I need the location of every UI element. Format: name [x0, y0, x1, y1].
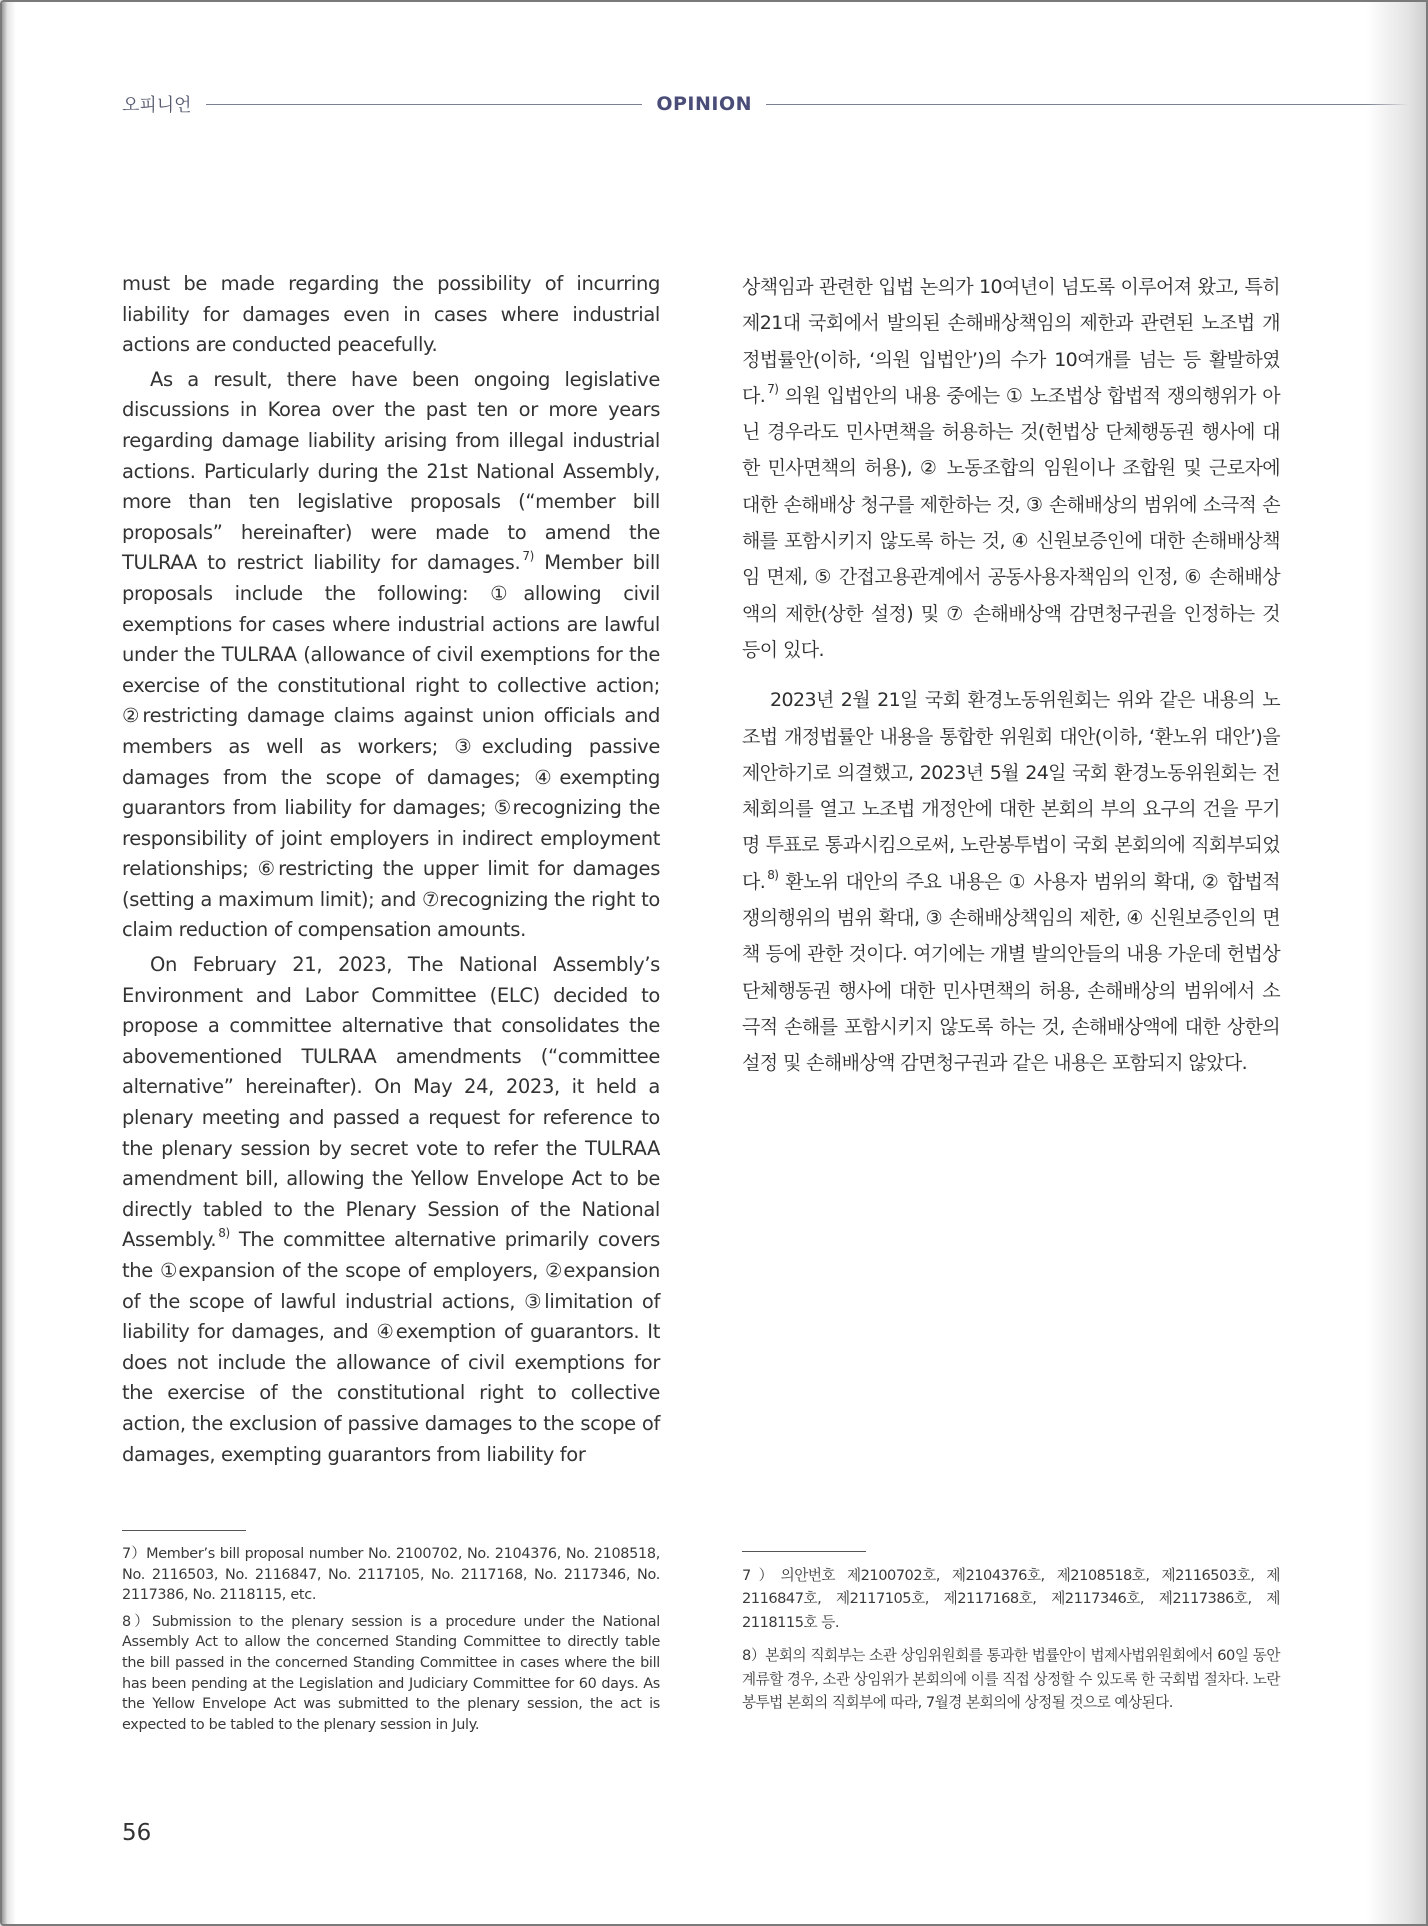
english-column: [122, 269, 660, 1474]
english-paragraph-2: [122, 365, 660, 946]
header-rule-right: [766, 104, 1426, 105]
korean-paragraph-2-text: 2023년 2월 21일 국회 환경노동위원회는 위와 같은 내용의 노조법 개정법률안 내용을 통합한 위원회 대안(이하, ‘환노위 대안’)을 제안하기로 의결했고, 2023년 5월 24일 국회 환경노동위원회는 전체회의를 열고 노조법 개정안에 대한 본회의 부의 요구의 건을 무기명 투표로 통과시킴으로써, 노란봉투법이 국회 본회의에 직회부되었다.: [742, 689, 1280, 893]
korean-paragraph-1-text-cont: 의원 입법안의 내용 중에는 ① 노조법상 합법적 쟁의행위가 아닌 경우라도 민사면책을 허용하는 것(헌법상 단체행동권 행사에 대한 민사면책의 허용), ② 노동조합의 임원이나 조합원 및 근로자에 대한 손해배상 청구를 제한하는 것, ③ 손해배상의 범위에 소극적 손해를 포함시키지 않도록 하는 것, ④ 신원보증인에 대한 손해배상책임 면제, ⑤ 간접고용관계에서 공동사용자책임의 인정, ⑥ 손해배상액의 제한(상한 설정) 및 ⑦ 손해배상액 감면청구권을 인정하는 것 등이 있다.: [742, 384, 1280, 661]
korean-column: [742, 269, 1280, 1096]
section-title: OPINION: [656, 93, 752, 115]
english-paragraph-2-text: As a result, there have been ongoing legislative discussions in Korea over the past ten or more years regarding damage liability arising from illegal industrial actions. Particularly during the 21st National Assembly, more than ten legislative proposals (“member bill proposals” hereinafter) were made to amend the TULRAA to restrict liability for damages.: [122, 367, 660, 575]
footnote-8-korean: 8）본회의 직회부는 소관 상임위원회를 통과한 법률안이 법제사법위원회에서 60일 동안 계류할 경우, 소관 상임위가 본회의에 이를 직접 상정할 수 있도록 한 국회법 절차다. 노란봉투법 본회의 직회부에 따라, 7월경 본회의에 상정될 것으로 예상된다.: [742, 1647, 1281, 1712]
header-rule-left: [206, 104, 643, 105]
section-label-korean: 오피니언: [122, 95, 192, 116]
footnote-ref-8: 8): [218, 1226, 230, 1241]
footnote-7-korean: 7）의안번호 제2100702호, 제2104376호, 제2108518호, 제2116503호, 제2116847호, 제2117105호, 제2117168호, 제2117346호, 제2117386호, 제2118115호 등.: [742, 1567, 1280, 1631]
footnote-7-english: 7）Member’s bill proposal number No. 2100702, No. 2104376, No. 2108518, No. 2116503, No. 2116847, No. 2117105, No. 2117168, No. 2117346, No. 2117386, No. 2118115, etc.: [122, 1546, 660, 1604]
korean-paragraph-1-text: 상책임과 관련한 입법 논의가 10여년이 넘도록 이루어져 왔고, 특히 제21대 국회에서 발의된 손해배상책임의 제한과 관련된 노조법 개정법률안(이하, ‘의원 입법안’)의 수가 10여개를 넘는 등 활발하였다.: [742, 276, 1280, 407]
english-paragraph-3: [122, 950, 660, 1470]
footnote-rule-english: [122, 1530, 246, 1531]
footnote-8-english: 8）Submission to the plenary session is a procedure under the National Assembly Act to allow the concerned Standing Committee to directly table the bill passed in the concerned Standing Committee in cases where the bill has been pending at the Legislation and Judiciary Committee for 60 days. As the Yellow Envelope Act was submitted to the plenary session, the act is expected to be tabled to the plenary session in July.: [122, 1613, 660, 1733]
korean-paragraph-2-text-cont: 환노위 대안의 주요 내용은 ① 사용자 범위의 확대, ② 합법적 쟁의행위의 범위 확대, ③ 손해배상책임의 제한, ④ 신원보증인의 면책 등에 관한 것이다. 여기에는 개별 발의안들의 내용 가운데 헌법상 단체행동권 행사에 대한 민사면책의 허용, 손해배상의 범위에서 소극적 손해를 포함시키지 않도록 하는 것, 손해배상액에 대한 상한의 설정 및 손해배상액 감면청구권과 같은 내용은 포함되지 않았다.: [742, 870, 1280, 1075]
footnote-ref-7-ko: 7): [767, 381, 779, 396]
page-number: 56: [122, 1820, 152, 1846]
korean-paragraph-2: [742, 682, 1280, 1081]
korean-paragraph-1: [742, 269, 1280, 668]
footnote-ref-8-ko: 8): [767, 867, 779, 882]
running-header: [122, 92, 1426, 116]
footnotes-english: [122, 1544, 660, 1735]
footnote-rule-korean: [742, 1551, 866, 1552]
english-paragraph-2-text-cont: Member bill proposals include the following: ①allowing civil exemptions for cases where industrial actions are lawful under the TULRAA (allowance of civil exemptions for the exercise of the constitutional right to collective action; ②restricting damage claims against union officials and members as well as workers; ③excluding passive damages from the scope of damages; ④exempting guarantors from liability for damages; ⑤recognizing the responsibility of joint employers in indirect employment relationships; ⑥restricting the upper limit for damages (setting a maximum limit); and ⑦recognizing the right to claim reduction of compensation amounts.: [122, 551, 660, 942]
footnote-ref-7: 7): [522, 549, 534, 564]
english-paragraph-3-text: On February 21, 2023, The National Assembly’s Environment and Labor Committee (ELC) decided to propose a committee alternative that consolidates the abovementioned TULRAA amendments (“committee alternative” hereinafter). On May 24, 2023, it held a plenary meeting and passed a request for reference to the plenary session by secret vote to refer the TULRAA amendment bill, allowing the Yellow Envelope Act to be directly tabled to the Plenary Session of the National Assembly.: [122, 953, 660, 1252]
english-paragraph-3-text-cont: The committee alternative primarily covers the ①expansion of the scope of employers, ②expansion of the scope of lawful industrial actions, ③limitation of liability for damages, and ④exemption of guarantors. It does not include the allowance of civil exemptions for the exercise of the constitutional right to collective action, the exclusion of passive damages to the scope of damages, exempting guarantors from liability for: [122, 1228, 660, 1466]
footnotes-korean: [742, 1564, 1280, 1714]
english-paragraph-1: must be made regarding the possibility of incurring liability for damages even in cases where industrial actions are conducted peacefully.: [122, 272, 660, 357]
